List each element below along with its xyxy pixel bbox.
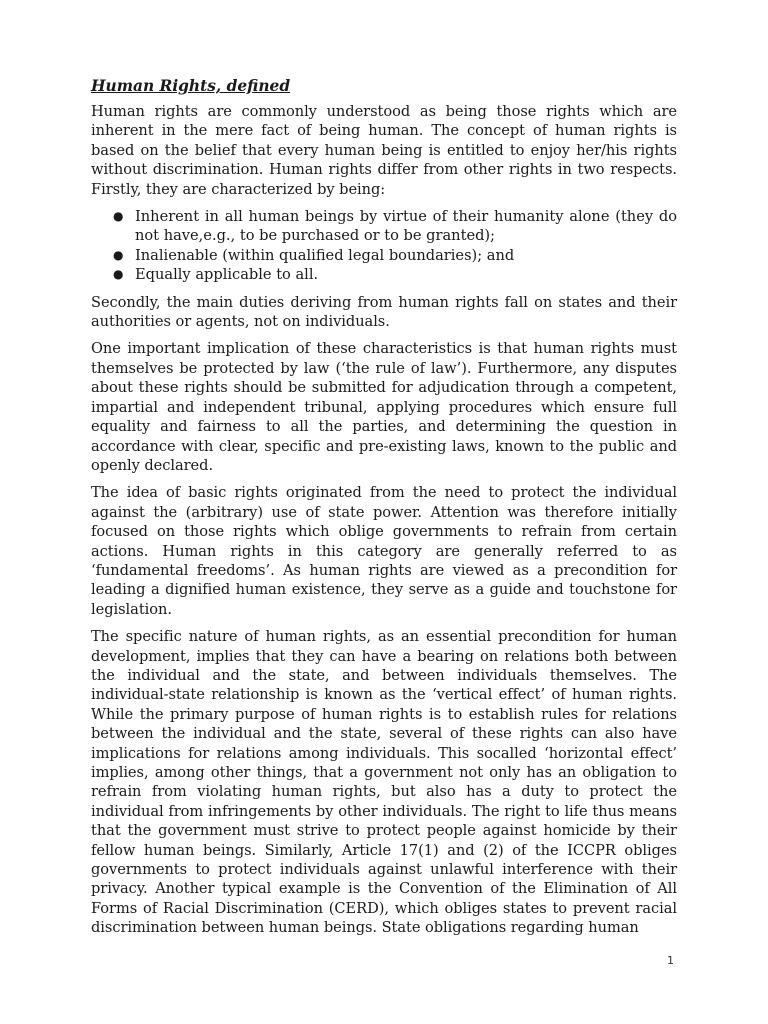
characteristics-list — [91, 207, 677, 285]
document-page — [91, 76, 677, 946]
section-title: Human Rights, defined — [91, 77, 291, 95]
paragraph-basic-rights: The idea of basic rights originated from the need to protect the individual against the (arbitrary) use of state power. Attention was therefore initially focused on those rights which oblige governments to refrain from certain actions. Human rights in this category are generally referred to as ‘fundamental freedoms’. As human rights are viewed as a precondition for leading a dignified human existence, they serve as a guide and touchstone for legislation. — [91, 484, 677, 618]
bullet-icon: ● — [113, 209, 124, 224]
bullet-icon: ● — [113, 247, 124, 262]
list-item — [113, 265, 677, 284]
list-item-text: Inherent in all human beings by virtue of their humanity alone (they do not have,e.g., to be purchased or to be granted); — [135, 208, 677, 245]
paragraph-specific-nature: The specific nature of human rights, as an essential precondition for human development, implies that they can have a bearing on relations both between the individual and the state, and between individuals themselves. The individual-state relationship is known as the ‘vertical effect’ of human rights. While the primary purpose of human rights is to establish rules for relations between the individual and the state, several of these rights can also have implications for relations among individuals. This socalled ‘horizontal effect’ implies, among other things, that a government not only has an obligation to refrain from violating human rights, but also has a duty to protect the individual from infringements by other individuals. The right to life thus means that the government must strive to protect people against homicide by their fellow human beings. Similarly, Article 17(1) and (2) of the ICCPR obliges governments to protect individuals against unlawful interference with their privacy. Another typical example is the Convention of the Elimination of All Forms of Racial Discrimination (CERD), which obliges states to prevent racial discrimination between human beings. State obligations regarding human — [91, 628, 677, 937]
paragraph-duties: Secondly, the main duties deriving from human rights fall on states and their authorities or agents, not on individuals. — [91, 293, 677, 331]
paragraph-intro: Human rights are commonly understood as being those rights which are inherent in the mere fact of being human. The concept of human rights is based on the belief that every human being is entitled to enjoy her/his rights without discrimination. Human rights differ from other rights in two respects. Firstly, they are characterized by being: — [91, 103, 677, 198]
page-number: 1 — [667, 954, 674, 967]
paragraph-rule-of-law: One important implication of these characteristics is that human rights must themselves be protected by law (‘the rule of law’). Furthermore, any disputes about these rights should be submitted for adjudication through a competent, impartial and independent tribunal, applying procedures which ensure full equality and fairness to all the parties, and determining the question in accordance with clear, specific and pre-existing laws, known to the public and openly declared. — [91, 340, 677, 474]
list-item-text: Inalienable (within qualified legal boundaries); and — [135, 246, 515, 264]
bullet-icon: ● — [113, 267, 124, 282]
list-item — [113, 207, 677, 246]
list-item-text: Equally applicable to all. — [135, 266, 319, 284]
list-item — [113, 246, 677, 265]
